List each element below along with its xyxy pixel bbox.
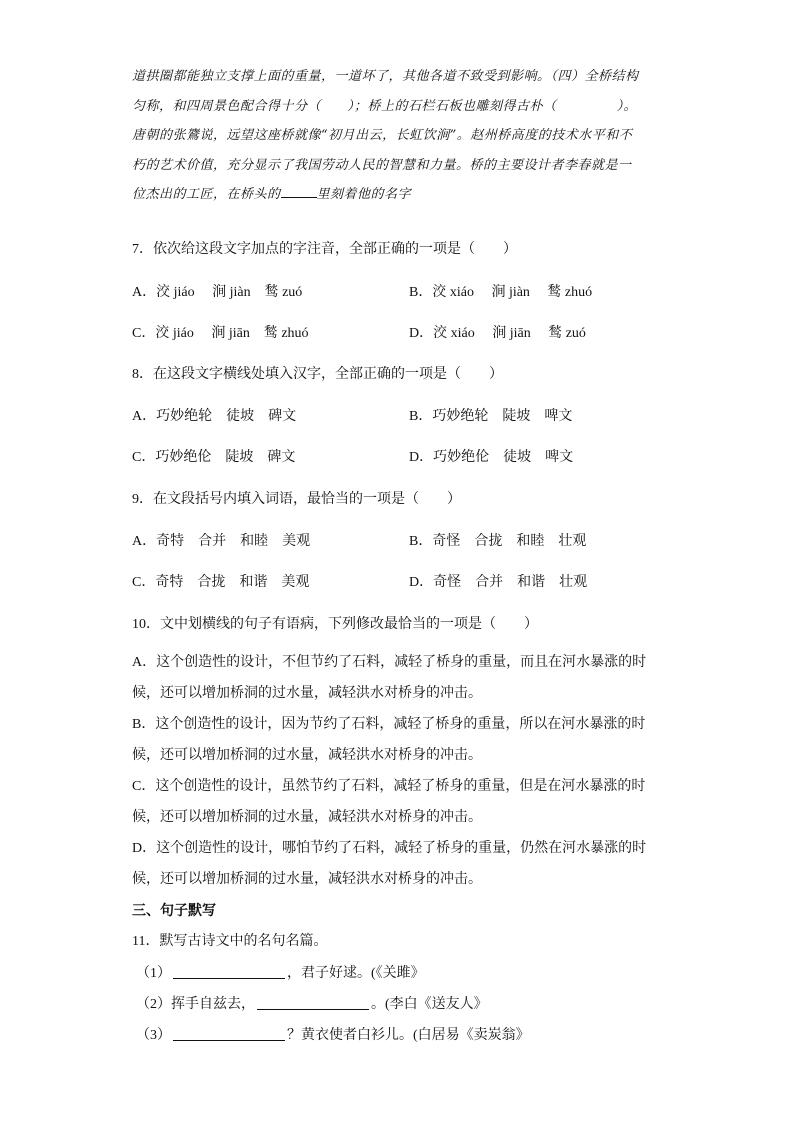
q10-option-c-line1[interactable]: C．这个创造性的设计，虽然节约了石料，减轻了桥身的重量，但是在河水暴涨的时 — [132, 779, 646, 794]
q8-option-c[interactable]: C．巧妙绝伦 陡坡 碑文 — [132, 450, 296, 465]
fill-blank[interactable] — [281, 185, 317, 198]
question-9-stem: 9．在文段括号内填入词语，最恰当的一项是（ ） — [132, 492, 461, 507]
reading-passage — [132, 62, 662, 210]
q10-option-a-line2[interactable]: 候，还可以增加桥洞的过水量，减轻洪水对桥身的冲击。 — [132, 686, 482, 701]
passage-line: 道拱圈都能独立支撑上面的重量，一道坏了，其他各道不致受到影响。（四）全桥结构 — [132, 69, 639, 84]
section-title: 三、句子默写 — [132, 903, 216, 919]
question-7-stem: 7．依次给这段文字加点的字注音，全部正确的一项是（ ） — [132, 242, 517, 257]
q9-option-b[interactable]: B．奇怪 合拢 和睦 壮观 — [409, 534, 587, 549]
q7-option-c[interactable]: C．洨 jiáo 涧 jiān 鹙 zhuó — [132, 326, 309, 341]
q9-option-c[interactable]: C．奇特 合拢 和谐 美观 — [132, 575, 310, 590]
q10-option-d-line1[interactable]: D．这个创造性的设计，哪怕节约了石料，减轻了桥身的重量，仍然在河水暴涨的时 — [132, 841, 647, 856]
q8-option-b[interactable]: B．巧妙绝轮 陡坡 啤文 — [409, 409, 573, 424]
q10-option-c-line2[interactable]: 候，还可以增加桥洞的过水量，减轻洪水对桥身的冲击。 — [132, 810, 482, 825]
q8-option-a[interactable]: A．巧妙绝轮 徒坡 碑文 — [132, 409, 297, 424]
passage-line: 唐朝的张鷟说，远望这座桥就像“初月出云，长虹饮涧”。赵州桥高度的技术水平和不 — [132, 128, 633, 143]
q11-item-2: （2）挥手自兹去， 。(李白《送友人》 — [136, 997, 488, 1012]
question-11-stem: 11．默写古诗文中的名句名篇。 — [132, 934, 328, 949]
q9-option-d[interactable]: D．奇怪 合并 和谐 壮观 — [409, 575, 588, 590]
answer-blank[interactable] — [173, 964, 285, 979]
q10-option-a-line1[interactable]: A．这个创造性的设计，不但节约了石料，减轻了桥身的重量，而且在河水暴涨的时 — [132, 655, 647, 670]
q9-option-a[interactable]: A．奇特 合并 和睦 美观 — [132, 534, 311, 549]
q7-option-d[interactable]: D．洨 xiáo 涧 jiān 鹙 zuó — [409, 326, 586, 341]
passage-line: 匀称，和四周景色配合得十分（ ）；桥上的石栏石板也雕刻得古朴（ ）。 — [132, 98, 638, 114]
question-8-stem: 8．在这段文字横线处填入汉字，全部正确的一项是（ ） — [132, 367, 503, 382]
q10-option-d-line2[interactable]: 候，还可以增加桥洞的过水量，减轻洪水对桥身的冲击。 — [132, 872, 482, 887]
answer-blank[interactable] — [257, 995, 369, 1010]
answer-blank[interactable] — [173, 1026, 285, 1041]
passage-line: 朽的艺术价值，充分显示了我国劳动人民的智慧和力量。桥的主要设计者李春就是一 — [132, 157, 632, 173]
q10-option-b-line2[interactable]: 候，还可以增加桥洞的过水量，减轻洪水对桥身的冲击。 — [132, 748, 482, 763]
q11-item-3: （3） ？黄衣使者白衫儿。(白居易《卖炭翁》 — [136, 1028, 530, 1043]
q8-option-d[interactable]: D．巧妙绝伦 徒坡 啤文 — [409, 450, 574, 465]
q7-option-b[interactable]: B．洨 xiáo 涧 jiàn 鹙 zhuó — [409, 285, 593, 300]
q10-option-b-line1[interactable]: B．这个创造性的设计，因为节约了石料，减轻了桥身的重量，所以在河水暴涨的时 — [132, 717, 646, 732]
passage-line: 位杰出的工匠，在桥头的 里刻着他的名字 — [132, 187, 412, 202]
q7-option-a[interactable]: A．洨 jiáo 涧 jiàn 鹙 zuó — [132, 285, 303, 300]
q10-options — [132, 647, 672, 895]
q11-item-1: （1） ，君子好逑。(《关雎》 — [136, 966, 425, 981]
question-10-stem: 10．文中划横线的句子有语病，下列修改最恰当的一项是（ ） — [132, 617, 538, 632]
